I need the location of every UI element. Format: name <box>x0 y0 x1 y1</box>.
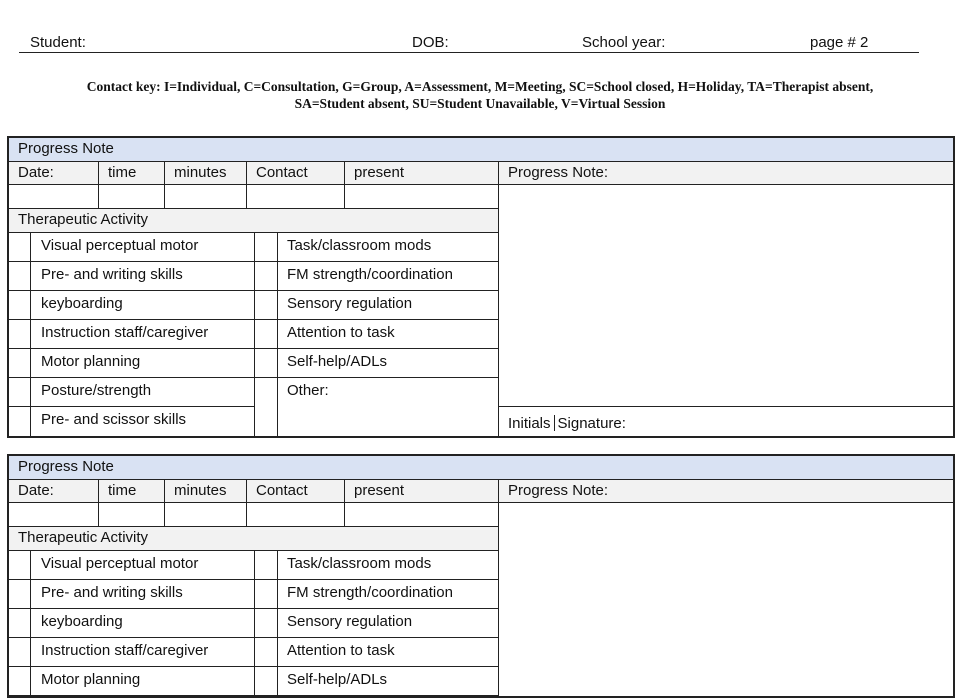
activity-checkbox[interactable] <box>255 638 278 667</box>
activity-item: Pre- and scissor skills <box>31 407 255 436</box>
progress-note-block-1 <box>7 136 955 438</box>
present-header: present <box>344 480 498 503</box>
activity-checkbox[interactable] <box>9 407 31 436</box>
activity-item: Motor planning <box>31 349 255 378</box>
activity-checkbox[interactable] <box>255 349 278 378</box>
activity-checkbox[interactable] <box>255 551 278 580</box>
contact-header: Contact <box>246 480 344 503</box>
date-field[interactable] <box>9 503 98 527</box>
activity-item: Self-help/ADLs <box>278 667 498 696</box>
minutes-field[interactable] <box>164 185 246 209</box>
student-label: Student: <box>30 34 86 51</box>
activity-item: Sensory regulation <box>278 291 498 320</box>
activity-item: Attention to task <box>278 638 498 667</box>
activity-checkbox[interactable] <box>9 551 31 580</box>
initials-label: Initials <box>508 415 551 432</box>
activity-checkbox[interactable] <box>255 378 278 407</box>
activity-item: Visual perceptual motor <box>31 233 255 262</box>
header-underline <box>19 52 919 53</box>
activity-checkbox[interactable] <box>255 609 278 638</box>
activity-item: FM strength/coordination <box>278 580 498 609</box>
progress-notes-header: Progress Note: <box>498 480 953 503</box>
signature-label: Signature: <box>557 415 626 432</box>
activity-item: Pre- and writing skills <box>31 262 255 291</box>
activity-checkbox[interactable] <box>9 638 31 667</box>
contact-field[interactable] <box>246 503 344 527</box>
activity-checkbox[interactable] <box>255 407 278 436</box>
present-field[interactable] <box>344 185 498 209</box>
contact-key-line1: Contact key: I=Individual, C=Consultation, G=Group, A=Assessment, M=Meeting, SC=School closed, H=Holiday, TA=Therapist absent, <box>86 79 874 94</box>
initials-divider <box>554 415 555 431</box>
progress-note-block-2 <box>7 454 955 698</box>
activity-checkbox[interactable] <box>9 378 31 407</box>
activity-item: Motor planning <box>31 667 255 696</box>
initials-signature-row[interactable] <box>498 406 953 436</box>
activity-checkbox[interactable] <box>9 320 31 349</box>
time-header: time <box>98 480 164 503</box>
present-field[interactable] <box>344 503 498 527</box>
date-field[interactable] <box>9 185 98 209</box>
activity-item: Task/classroom mods <box>278 233 498 262</box>
contact-header: Contact <box>246 162 344 185</box>
progress-notes-field[interactable] <box>498 503 953 696</box>
date-header: Date: <box>9 162 98 185</box>
activity-checkbox[interactable] <box>255 291 278 320</box>
activity-checkbox[interactable] <box>255 233 278 262</box>
activity-item: FM strength/coordination <box>278 262 498 291</box>
minutes-field[interactable] <box>164 503 246 527</box>
progress-note-title: Progress Note <box>9 456 953 480</box>
page-number: page # 2 <box>810 34 869 51</box>
activity-item: Task/classroom mods <box>278 551 498 580</box>
activity-item: Pre- and writing skills <box>31 580 255 609</box>
activity-item: Self-help/ADLs <box>278 349 498 378</box>
activity-checkbox[interactable] <box>255 262 278 291</box>
activity-item: Visual perceptual motor <box>31 551 255 580</box>
activity-checkbox[interactable] <box>9 580 31 609</box>
progress-notes-header: Progress Note: <box>498 162 953 185</box>
activity-other[interactable]: Other: <box>287 382 329 399</box>
activity-item: keyboarding <box>31 609 255 638</box>
present-header: present <box>344 162 498 185</box>
contact-key-line2: SA=Student absent, SU=Student Unavailable, V=Virtual Session <box>294 96 666 111</box>
dob-label: DOB: <box>412 34 449 51</box>
activity-item: Posture/strength <box>31 378 255 407</box>
date-header: Date: <box>9 480 98 503</box>
activity-checkbox[interactable] <box>255 580 278 609</box>
minutes-header: minutes <box>164 162 246 185</box>
activity-checkbox[interactable] <box>9 262 31 291</box>
activity-checkbox[interactable] <box>9 349 31 378</box>
activity-item: Instruction staff/caregiver <box>31 320 255 349</box>
time-header: time <box>98 162 164 185</box>
therapeutic-activity-title: Therapeutic Activity <box>9 209 498 233</box>
activity-item: Sensory regulation <box>278 609 498 638</box>
minutes-header: minutes <box>164 480 246 503</box>
activity-checkbox[interactable] <box>9 609 31 638</box>
activity-checkbox[interactable] <box>9 233 31 262</box>
activity-item: Instruction staff/caregiver <box>31 638 255 667</box>
progress-note-title: Progress Note <box>9 138 953 162</box>
progress-notes-field[interactable] <box>498 185 953 406</box>
time-field[interactable] <box>98 185 164 209</box>
activity-item: keyboarding <box>31 291 255 320</box>
therapeutic-activity-title: Therapeutic Activity <box>9 527 498 551</box>
time-field[interactable] <box>98 503 164 527</box>
activity-checkbox[interactable] <box>255 320 278 349</box>
activity-checkbox[interactable] <box>9 291 31 320</box>
school-year-label: School year: <box>582 34 666 51</box>
activity-item: Attention to task <box>278 320 498 349</box>
contact-field[interactable] <box>246 185 344 209</box>
